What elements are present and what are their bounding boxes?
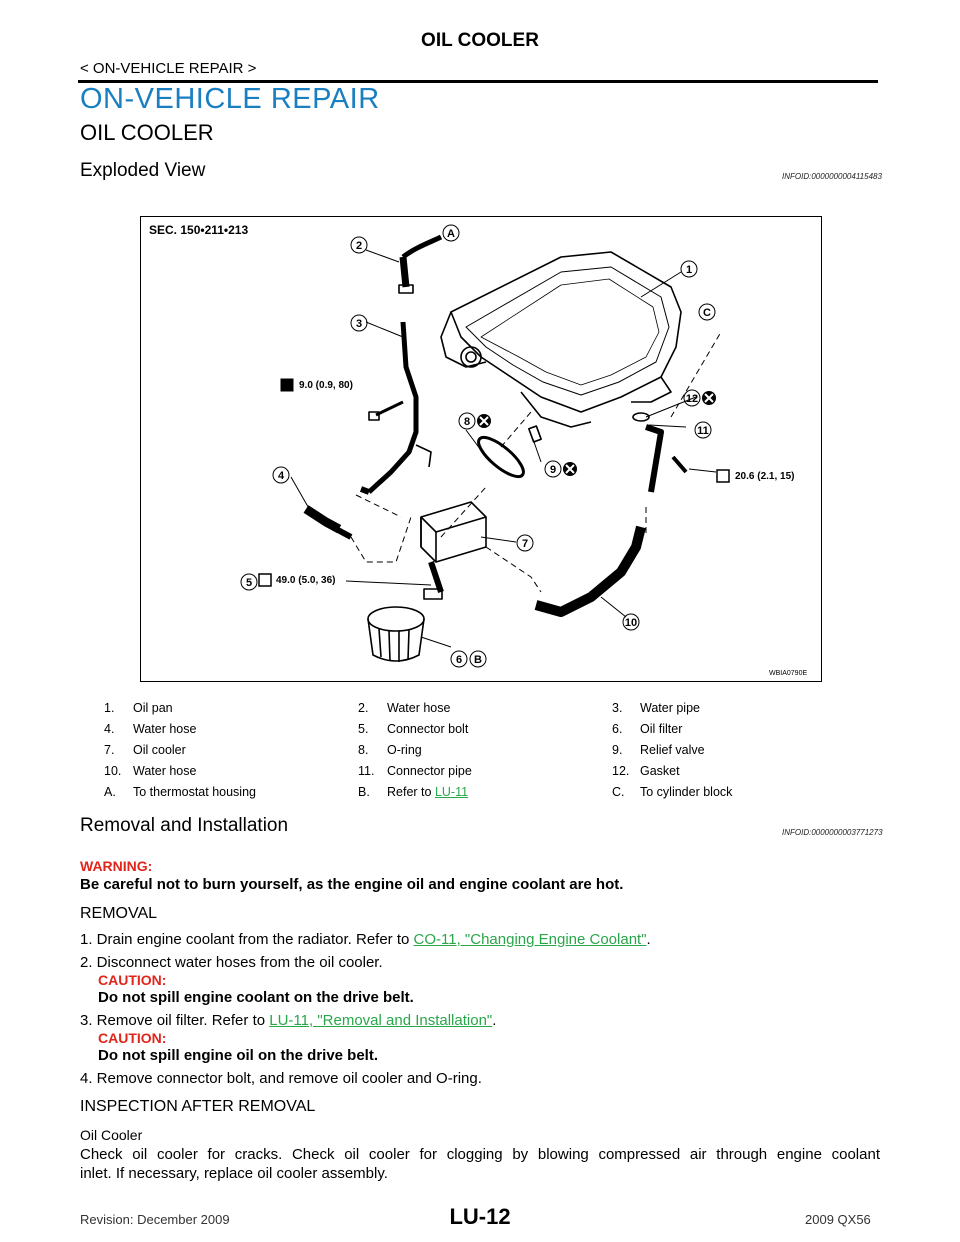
exploded-view-figure xyxy=(140,216,822,682)
page-header-title: OIL COOLER xyxy=(421,30,539,51)
figure-id: WBIA0790E xyxy=(769,670,808,677)
breadcrumb: < ON-VEHICLE REPAIR > xyxy=(80,60,257,77)
link-lu-11[interactable]: LU-11, "Removal and Installation" xyxy=(269,1012,493,1029)
removal-installation-heading: Removal and Installation xyxy=(80,815,289,836)
svg-text:9: 9 xyxy=(549,464,557,476)
info-id: INFOID:0000000003771273 xyxy=(782,828,883,837)
torque-spec-a: 9.0 (0.9, 80) xyxy=(299,380,353,391)
torque-icon xyxy=(281,379,293,391)
model-name: 2009 QX56 xyxy=(805,1212,871,1227)
legend-link-lu-11[interactable]: LU-11 xyxy=(434,785,469,799)
svg-text:7: 7 xyxy=(521,538,529,550)
section-reference: SEC. 150•211•213 xyxy=(149,223,249,237)
info-id: INFOID:0000000004115483 xyxy=(782,172,882,181)
svg-text:11: 11 xyxy=(697,425,709,437)
torque-spec-c: 49.0 (5.0, 36) xyxy=(276,575,336,586)
svg-text:2: 2 xyxy=(355,240,363,252)
oil-pan-outline xyxy=(451,252,681,412)
torque-icon xyxy=(259,574,271,586)
warning-label: WARNING: xyxy=(80,858,153,874)
svg-text:12: 12 xyxy=(685,393,699,405)
link-co-11[interactable]: CO-11, "Changing Engine Coolant" xyxy=(413,931,647,948)
exploded-diagram xyxy=(141,217,821,681)
oil-cooler-subheading: Oil Cooler xyxy=(80,1127,143,1143)
step-4: 4. Remove connector bolt, and remove oil cooler and O-ring. xyxy=(80,1070,482,1087)
inspection-paragraph-line1: Check oil cooler for cracks. Check oil cooler for clogging by blowing compressed air through engine coolant xyxy=(80,1146,880,1163)
caution-label: CAUTION: xyxy=(98,972,167,988)
svg-text:10: 10 xyxy=(624,617,638,629)
revision-date: Revision: December 2009 xyxy=(80,1212,230,1227)
svg-text:B: B xyxy=(474,654,482,666)
caution-label: CAUTION: xyxy=(98,1030,167,1046)
exploded-view-heading: Exploded View xyxy=(80,160,206,181)
svg-text:6: 6 xyxy=(455,654,463,666)
torque-spec-b: 20.6 (2.1, 15) xyxy=(735,471,795,482)
step-3: 3. Remove oil filter. Refer to LU-11, "Removal and Installation". xyxy=(80,1012,497,1029)
svg-text:C: C xyxy=(703,307,711,319)
step-1: 1. Drain engine coolant from the radiator. Refer to CO-11, "Changing Engine Coolant". xyxy=(80,931,651,948)
inspection-paragraph-line2: inlet. If necessary, replace oil cooler assembly. xyxy=(80,1165,388,1182)
svg-text:3: 3 xyxy=(355,318,363,330)
page-number: LU-12 xyxy=(449,1204,511,1229)
torque-icon xyxy=(717,470,729,482)
removal-heading: REMOVAL xyxy=(80,905,158,922)
subsection-title: OIL COOLER xyxy=(80,120,214,145)
svg-text:4: 4 xyxy=(277,470,285,482)
caution-text: Do not spill engine oil on the drive belt. xyxy=(98,1047,379,1064)
svg-text:8: 8 xyxy=(463,416,471,428)
svg-text:A: A xyxy=(447,228,455,240)
svg-text:5: 5 xyxy=(245,577,253,589)
caution-text: Do not spill engine coolant on the drive belt. xyxy=(98,989,414,1006)
section-title: ON-VEHICLE REPAIR xyxy=(80,83,380,115)
step-2: 2. Disconnect water hoses from the oil cooler. xyxy=(80,954,383,971)
warning-text: Be careful not to burn yourself, as the engine oil and engine coolant are hot. xyxy=(80,876,624,893)
svg-text:1: 1 xyxy=(685,264,693,276)
inspection-heading: INSPECTION AFTER REMOVAL xyxy=(80,1098,316,1115)
